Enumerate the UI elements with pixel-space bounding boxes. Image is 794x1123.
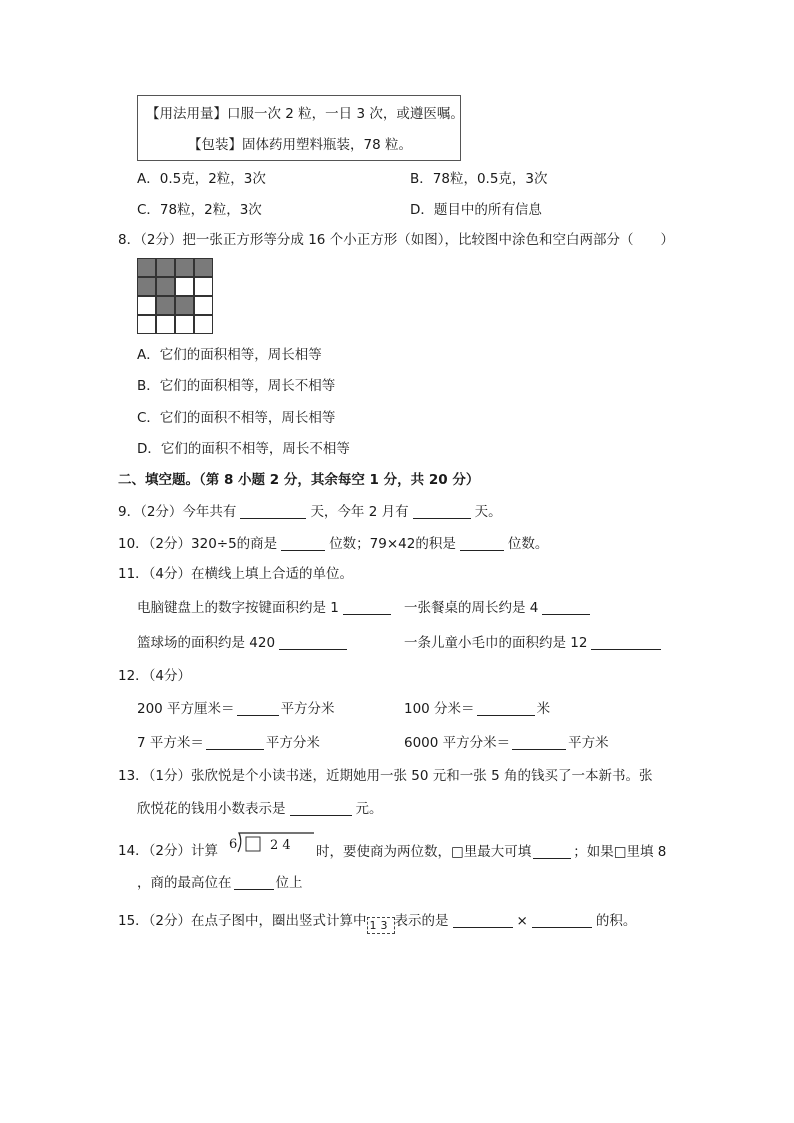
- label-package-line: 【包装】固体药用塑料瓶装，78 粒。: [188, 137, 412, 153]
- q10-text-1: 10．（2分）320÷5的商是: [118, 536, 278, 552]
- grid-cell-blank: [175, 315, 194, 334]
- q11-item-c: [137, 636, 351, 651]
- q14-blank-1[interactable]: [533, 845, 571, 859]
- q12-text-d2: 平方米: [568, 735, 609, 751]
- q7-option-a: A．0.5克，2粒，3次: [137, 171, 266, 187]
- q8-option-a: A．它们的面积相等，周长相等: [137, 347, 322, 363]
- q11-blank-c[interactable]: [279, 636, 347, 650]
- q8-option-c: C．它们的面积不相等，周长相等: [137, 410, 336, 426]
- q15-times-sign: ×: [516, 913, 528, 929]
- q13-text-b: 元。: [355, 801, 383, 817]
- grid-cell-blank: [194, 277, 213, 296]
- label-usage-line: 【用法用量】口服一次 2 粒，一日 3 次，或遵医嘱。: [146, 106, 464, 122]
- q11-text-b: 一张餐桌的周长约是 4: [404, 600, 539, 616]
- q15-blank-2[interactable]: [532, 914, 592, 928]
- q11-text-c: 篮球场的面积约是 420: [137, 635, 276, 651]
- q9-text-3: 天。: [474, 504, 502, 520]
- q8-stem: 8．（2分）把一张正方形等分成 16 个小正方形（如图），比较图中涂色和空白两部分（ ）: [118, 232, 674, 248]
- q10-blank-1[interactable]: [281, 537, 325, 551]
- q14-divisor: 6: [229, 837, 238, 852]
- section2-title: 二、填空题。（第 8 小题 2 分，其余每空 1 分，共 20 分）: [118, 472, 480, 488]
- q9-blank-2[interactable]: [413, 505, 471, 519]
- q14-long-division-figure: [228, 832, 314, 856]
- q14-text-2: 时，要使商为两位数，□里最大可填: [316, 844, 532, 860]
- grid-cell-shaded: [156, 258, 175, 277]
- q12-item-b: [404, 702, 550, 717]
- q12-text-d1: 6000 平方分米＝: [404, 735, 511, 751]
- grid-cell-shaded: [194, 258, 213, 277]
- q12-text-a2: 平方分米: [280, 701, 335, 717]
- q9-text-1: 9．（2分）今年共有: [118, 504, 237, 520]
- q7-option-c: C．78粒，2粒，3次: [137, 202, 262, 218]
- q11-stem: 11．（4分）在横线上填上合适的单位。: [118, 566, 354, 582]
- q14-text-3: ；如果□里填 8: [573, 844, 667, 860]
- q11-item-d: [404, 636, 665, 651]
- q15-text-2: 表示的是: [394, 913, 449, 929]
- q8-option-d: D．它们的面积不相等，周长不相等: [137, 441, 350, 457]
- q12-text-b1: 100 分米＝: [404, 701, 475, 717]
- grid-cell-shaded: [137, 258, 156, 277]
- grid-cell-blank: [137, 315, 156, 334]
- q9-line: [118, 505, 502, 520]
- q15-text-1: 15．（2分）在点子图中，圈出竖式计算中: [118, 913, 367, 929]
- q14-line-1-rest: [316, 845, 666, 860]
- grid-cell-shaded: [175, 296, 194, 315]
- q12-item-c: [137, 736, 320, 751]
- q12-blank-c[interactable]: [206, 736, 264, 750]
- q9-blank-1[interactable]: [240, 505, 306, 519]
- q12-blank-a[interactable]: [237, 702, 279, 716]
- q11-item-b: [404, 601, 594, 616]
- q11-blank-b[interactable]: [542, 601, 590, 615]
- q13-line-1: 13．（1分）张欣悦是个小读书迷，近期她用一张 50 元和一张 5 角的钱买了一本新书。张: [118, 768, 653, 784]
- q12-item-d: [404, 736, 609, 751]
- q15-text-3: 的积。: [595, 913, 637, 929]
- q12-blank-d[interactable]: [512, 736, 566, 750]
- q8-square-grid-figure: [137, 258, 213, 334]
- q14-line-2: [137, 876, 303, 891]
- q11-text-d: 一条儿童小毛巾的面积约是 12: [404, 635, 588, 651]
- q12-blank-b[interactable]: [477, 702, 535, 716]
- q13-line-2: [137, 802, 383, 817]
- grid-cell-blank: [194, 315, 213, 334]
- q10-text-3: 位数。: [507, 536, 549, 552]
- q12-text-c1: 7 平方米＝: [137, 735, 204, 751]
- q11-item-a: [137, 601, 395, 616]
- q10-text-2: 位数；79×42的积是: [329, 536, 456, 552]
- q15-dashed-box: 13: [367, 917, 395, 934]
- q12-text-b2: 米: [536, 701, 551, 717]
- grid-cell-shaded: [137, 277, 156, 296]
- q8-option-b: B．它们的面积相等，周长不相等: [137, 378, 336, 394]
- grid-cell-shaded: [156, 296, 175, 315]
- q14-blank-2[interactable]: [234, 876, 274, 890]
- q11-blank-d[interactable]: [591, 636, 661, 650]
- q11-text-a: 电脑键盘上的数字按键面积约是 1: [137, 600, 339, 616]
- q9-text-2: 天，今年 2 月有: [310, 504, 409, 520]
- grid-cell-blank: [175, 277, 194, 296]
- q15-line: [118, 914, 636, 934]
- grid-cell-blank: [137, 296, 156, 315]
- q12-stem: 12．（4分）: [118, 668, 192, 684]
- grid-cell-blank: [156, 315, 175, 334]
- q12-text-a1: 200 平方厘米＝: [137, 701, 235, 717]
- q10-blank-2[interactable]: [460, 537, 504, 551]
- grid-cell-shaded: [156, 277, 175, 296]
- q12-text-c2: 平方分米: [265, 735, 320, 751]
- q13-text-a: 欣悦花的钱用小数表示是: [137, 801, 286, 817]
- q11-blank-a[interactable]: [343, 601, 391, 615]
- grid-cell-blank: [194, 296, 213, 315]
- q14-text-5: 位上: [275, 875, 303, 891]
- q10-line: [118, 537, 548, 552]
- q13-blank[interactable]: [290, 802, 352, 816]
- q14-text-1: 14．（2分）计算: [118, 843, 219, 859]
- q7-option-b: B．78粒，0.5克，3次: [410, 171, 548, 187]
- q12-item-a: [137, 702, 335, 717]
- q7-option-d: D．题目中的所有信息: [410, 202, 542, 218]
- grid-cell-shaded: [175, 258, 194, 277]
- q14-dividend-digits: 2 4: [270, 838, 291, 853]
- q14-blank-square-icon: [246, 837, 260, 851]
- q14-text-4: ，商的最高位在: [137, 875, 232, 891]
- q15-blank-1[interactable]: [453, 914, 513, 928]
